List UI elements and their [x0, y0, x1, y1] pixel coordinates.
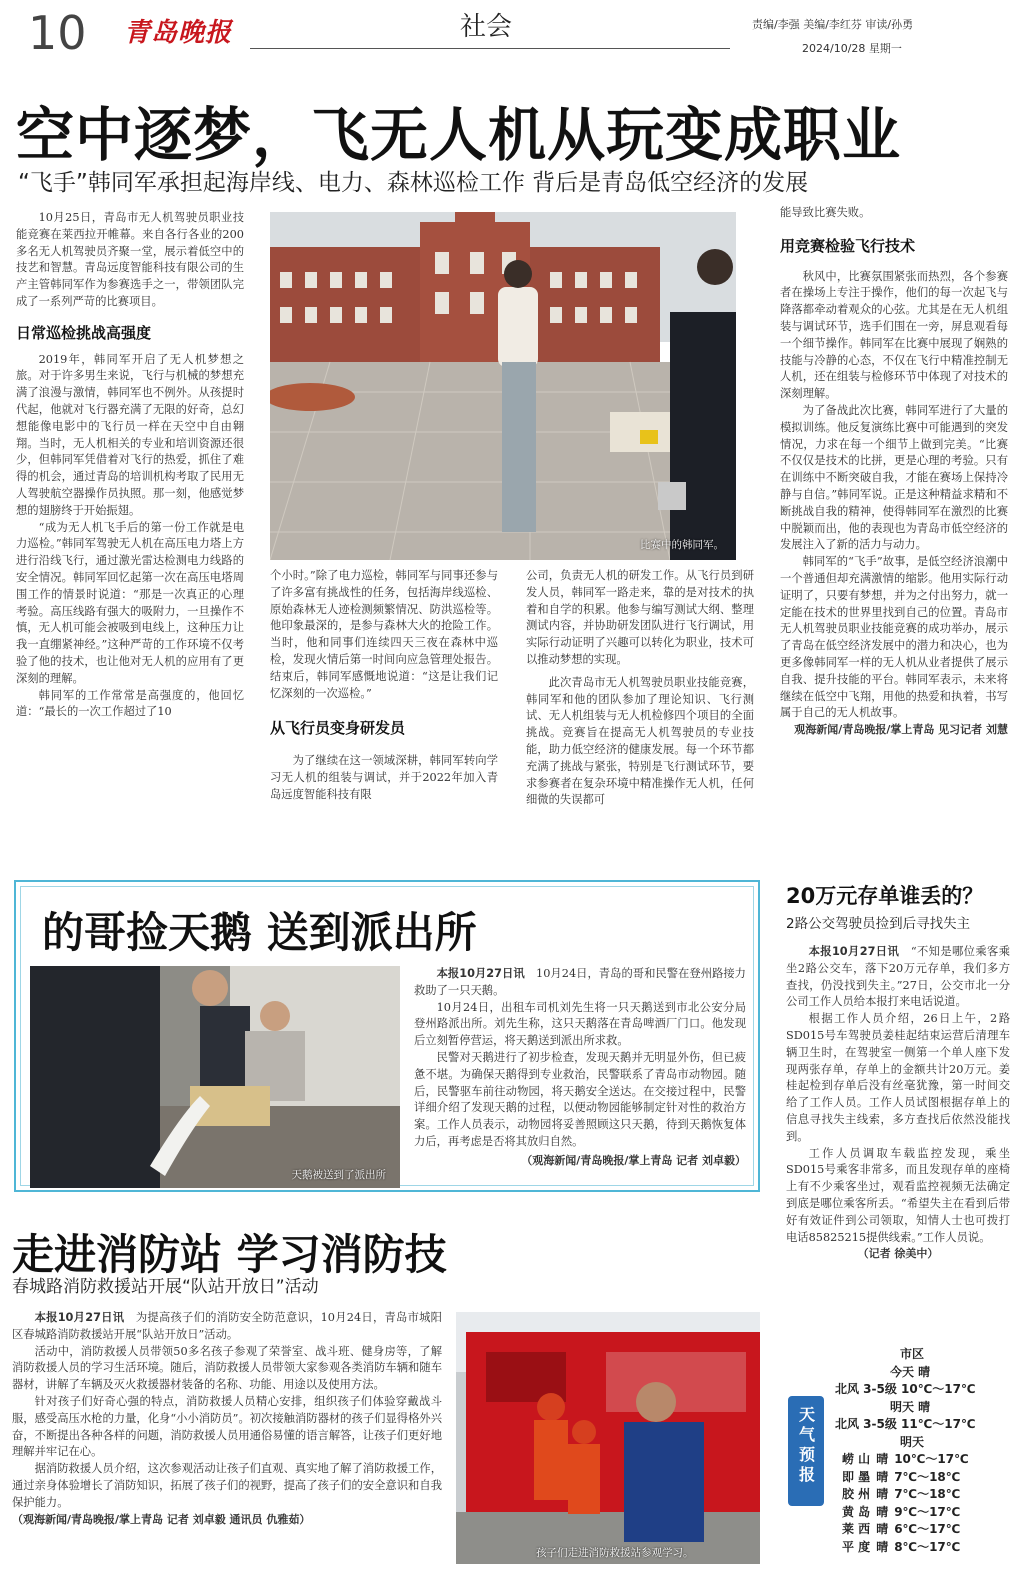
- paper-logo: 青岛晚报: [124, 18, 233, 48]
- lead-paragraph: 2019年，韩同军开启了无人机梦想之旅。对于许多男生来说，飞行与机械的梦想充满了浪漫与激情，韩同军也不例外。从孩提时代起，他就对飞行器充满了无限的好奇，总幻想能像电影中的飞行员一样在天空中自由翱翔。当时，无人机相关的专业和培训资源还很少，但韩同军凭借着对飞行的热爱，抓住了难得的机会，通过青岛的培训机构考取了民用无人驾驶航空器操作员执照。那一刻，他感觉梦想的翅膀终于开始振翅。: [16, 352, 244, 517]
- lead-paragraph: 为了备战此次比赛，韩同军进行了大量的模拟训练。他反复演练比赛中可能遇到的突发情况，力求在每一个细节上做到完美。“比赛不仅仅是技术的比拼，更是心理的考验。只有在训练中不断突破自我，才能在赛场上保持冷静与自信。”韩同军说。正是这种精益求精和不断挑战自我的精神，使得韩同军在激烈的比赛中脱颖而出，他的表现也为青岛市低空经济的发展注入了新的活力与动力。: [780, 403, 1008, 552]
- swan-headline: 的哥捡天鹅 送到派出所: [42, 908, 477, 957]
- lead-paragraph: 此次青岛市无人机驾驶员职业技能竞赛，韩同军和他的团队参加了理论知识、飞行测试、无人机组装与无人机检修四个项目的全面挑战。竞赛旨在提高无人机驾驶员的专业技能，助力低空经济的健康发展。每一个环节都充满了挑战与紧张，特别是飞行测试环节，要求参赛者在复杂环境中精准操作无人机，任何细微的失误都可: [526, 675, 754, 807]
- weather-district-temp: 6℃～17℃: [894, 1522, 961, 1536]
- fire-photo-caption: 孩子们走进消防救援站参观学习。: [536, 1547, 694, 1559]
- lead-paragraph: 韩同军的“飞手”故事，是低空经济浪潮中一个普通但却充满激情的缩影。他用实际行动证明了，只要有梦想，并为之付出努力，就一定能在技术的世界里找到自己的位置。青岛市无人机驾驶员职业技能竞赛的成功举办，展示了青岛在低空经济发展中的潜力和决心，也为更多像韩同军一样的无人机从业者提供了展示自我、提升技能的平台。韩同军表示，未来将继续在低空中飞翔，用他的热爱和执着，书写属于自己的无人机故事。: [780, 555, 1008, 720]
- weather-tomorrow-label: 明天 晴: [890, 1399, 931, 1414]
- weather-district-condition: 晴: [876, 1539, 889, 1554]
- weather-district-row: [830, 1451, 1010, 1469]
- lead-headline: 空中逐梦，飞无人机从玩变成职业: [16, 101, 902, 169]
- weather-district-name: 黄 岛: [842, 1504, 871, 1519]
- weather-district-temp: 8℃～17℃: [894, 1539, 961, 1554]
- deposit-deck: 2路公交驾驶员捡到后寻找失主: [786, 916, 971, 932]
- weather-district-condition: 晴: [876, 1452, 889, 1466]
- fire-dateline: 本报10月27日讯: [34, 1311, 125, 1324]
- weather-today-detail: 北风 3-5级 10℃～17℃: [835, 1382, 976, 1396]
- lead-column-3: [526, 568, 754, 809]
- weather-label-box: [788, 1396, 824, 1506]
- weather-districts-label: 明天: [900, 1434, 925, 1449]
- lead-paragraph: 能导致比赛失败。: [780, 206, 871, 219]
- weather-district-temp: 7℃～18℃: [894, 1469, 961, 1484]
- lead-paragraph: 个小时。”除了电力巡检，韩同军与同事还参与了许多富有挑战性的任务，包括海岸线巡检、原始森林无人迹检测频繁情况、防洪巡检等。他印象最深的，是参与森林大火的抢险工作。当时，他和同事们连续四天三夜在森林中巡检，发现火情后第一时间向应急管理处报告。结束后，韩同军感慨地说道：“这是让我们记忆深刻的一次巡检。”: [270, 569, 498, 700]
- fire-headline: 走进消防站 学习消防技: [12, 1230, 447, 1279]
- swan-rescue-photo-image: [30, 966, 400, 1188]
- lead-paragraph: 秋风中，比赛氛围紧张而热烈，各个参赛者在操场上专注于操作，他们的每一次起飞与降落都牵动着观众的心弦。尤其是在无人机组装与调试环节，选手们围在一旁，屏息观看每一个细节操作。韩同军在比赛中展现了娴熟的技能与冷静的心态，不仅在飞行中精准控制无人机，还在组装与检修环节中体现了对技术的深刻理解。: [780, 269, 1008, 401]
- weather-district-name: 胶 州: [842, 1487, 871, 1501]
- weather-district-row: [830, 1521, 1010, 1539]
- deposit-paragraph: [786, 944, 1010, 1011]
- weather-label: 天气预报: [796, 1406, 816, 1486]
- weather-district-temp: 7℃～18℃: [894, 1487, 961, 1501]
- weather-city: 市区: [900, 1347, 925, 1361]
- drone-competition-photo-image: [270, 212, 736, 560]
- weather-district-name: 平 度: [842, 1539, 871, 1554]
- weather-district-condition: 晴: [876, 1487, 889, 1501]
- weather-district-row: [830, 1539, 1010, 1557]
- deposit-headline: 20万元存单谁丢的？: [786, 884, 984, 908]
- swan-paragraph: 民警对天鹅进行了初步检查，发现天鹅并无明显外伤，但已疲惫不堪。为确保天鹅得到专业救治，民警联系了青岛市动物园。随后，民警驱车前往动物园，将天鹅安全送达。在交接过程中，民警详细介绍了发现天鹅的过程，以便动物园能够制定针对性的救治方案。工作人员表示，动物园将妥善照顾这只天鹅，待到天鹅恢复体力后，再考虑是否将其放归自然。: [414, 1050, 746, 1148]
- weather-district-row: [830, 1469, 1010, 1487]
- subhead-pilot-to-developer: 从飞行员变身研发员: [270, 719, 406, 738]
- swan-article-body: [414, 966, 746, 1170]
- fire-article-body: [12, 1310, 442, 1528]
- swan-paragraph: 10月24日，出租车司机刘先生将一只天鹅送到市北公安分局登州路派出所。刘先生称，这只天鹅落在青岛啤酒厂门口。他发现后立刻暂停营运，将天鹅送到派出所求救。: [414, 1000, 746, 1048]
- swan-dateline: 本报10月27日讯: [436, 967, 525, 980]
- subhead-daily-inspection: 日常巡检挑战高强度: [16, 323, 152, 342]
- weather-district-list: [830, 1451, 1010, 1556]
- lead-byline: 观海新闻/青岛晚报/掌上青岛 见习记者 刘慧: [794, 723, 1008, 737]
- fire-photo: [456, 1312, 760, 1564]
- fire-paragraph: 据消防救援人员介绍，这次参观活动让孩子们直观、真实地了解了消防救援工作，通过亲身体验增长了消防知识，拓展了孩子们的视野，提高了孩子们的安全意识和自我保护能力。: [12, 1462, 442, 1509]
- weather-district-condition: 晴: [876, 1504, 889, 1519]
- swan-paragraph: [414, 966, 746, 1000]
- fire-station-photo-image: [456, 1312, 760, 1564]
- lead-deck: “飞手”韩同军承担起海岸线、电力、森林巡检工作 背后是青岛低空经济的发展: [18, 170, 809, 196]
- fire-deck: 春城路消防救援站开展“队站开放日”活动: [12, 1277, 319, 1297]
- weather-district-name: 即 墨: [842, 1469, 871, 1484]
- weather-district-name: 莱 西: [842, 1522, 871, 1536]
- lead-paragraph: “成为无人机飞手后的第一份工作就是电力巡检。”韩同军驾驶无人机在高压电力塔上方进行沿线飞行，通过激光雷达检测电力线路的安全情况。韩同军回忆起第一次在高压电塔周围工作的情景时说道：“那是一次真正的心理考验。高压线路有强大的吸附力，一旦操作不慎，无人机可能会被吸到电线上，这种压力让我一直绷紧神经。”这种严苛的工作环境不仅考验了他的技术，也让他对无人机的应用有了更深刻的理解。: [16, 520, 244, 685]
- deposit-byline: （记者 徐美中）: [857, 1247, 939, 1261]
- masthead-rule: [250, 48, 730, 49]
- lead-paragraph: 韩同军的工作常常是高强度的，他回忆道：“最长的一次工作超过了10: [16, 688, 244, 719]
- weather-today-label: 今天 晴: [890, 1364, 931, 1379]
- swan-lead-text: 10月24日，青岛的哥和民警在登州路接力救助了一只天鹅。: [414, 967, 746, 997]
- lead-column-1: [16, 210, 244, 721]
- fire-byline: （观海新闻/青岛晚报/掌上青岛 记者 刘卓毅 通讯员 仇雅茹）: [12, 1512, 311, 1526]
- swan-byline: （观海新闻/青岛晚报/掌上青岛 记者 刘卓毅）: [521, 1153, 746, 1167]
- issue-date: 2024/10/28 星期一: [802, 42, 902, 55]
- fire-paragraph: 活动中，消防救援人员带领50多名孩子参观了荣誉室、战斗班、健身房等，了解消防救援人员的学习生活环境。随后，消防救援人员带领大家参观各类消防车辆和随车器材，讲解了车辆及灭火救援器材装备的名称、功能、用途以及使用方法。: [12, 1344, 442, 1392]
- deposit-paragraph: 根据工作人员介绍，26日上午，2路SD015号车驾驶员姜桂起结束运营后清理车辆卫生时，在驾驶室一侧第一个单人座下发现两张存单，存单上的金额共计20万元。姜桂起检到存单后没有丝毫犹豫，第一时间交给了工作人员。工作人员试图根据存单上的信息寻找失主线索，多方查找后依然没能找到。: [786, 1012, 1010, 1143]
- subhead-competition: 用竞赛检验飞行技术: [780, 236, 916, 255]
- weather-district-row: [830, 1486, 1010, 1504]
- swan-photo: [30, 966, 400, 1188]
- section-name: 社会: [460, 12, 513, 42]
- fire-lead-text: 为提高孩子们的消防安全防范意识，10月24日，青岛市城阳区春城路消防救援站开展“队站开放日”活动。: [12, 1311, 442, 1341]
- lead-photo: [270, 212, 736, 560]
- weather-district-condition: 晴: [876, 1469, 889, 1484]
- swan-photo-caption: 天鹅被送到了派出所: [291, 1169, 386, 1181]
- weather-district-temp: 9℃～17℃: [894, 1504, 961, 1519]
- weather-tomorrow-detail: 北风 3-5级 11℃～17℃: [835, 1417, 976, 1431]
- lead-intro-paragraph: 10月25日，青岛市无人机驾驶员职业技能竞赛在莱西拉开帷幕。来自各行各业的200多名无人机驾驶员齐聚一堂，展示着低空中的技艺和智慧。青岛远度智能科技有限公司的生产主管韩同军作为参赛选手之一，带领团队完成了一系列严苛的比赛项目。: [16, 211, 244, 308]
- weather-forecast: [830, 1346, 1010, 1556]
- fire-paragraph: [12, 1310, 442, 1344]
- fire-paragraph: 针对孩子们好奇心强的特点，消防救援人员精心安排，组织孩子们体验穿戴战斗服，感受高压水枪的力量，化身“小小消防员”。初次接触消防器材的孩子们显得格外兴奋，不断提出各种各样的问题，消防救援人员用通俗易懂的语言解答，让孩子们更好地理解并牢记在心。: [12, 1394, 442, 1459]
- lead-column-2: [270, 568, 498, 804]
- deposit-lead-text: “不知是哪位乘客乘坐2路公交车，落下20万元存单，我们多方查找，仍没找到失主。”27日，公交市北一分公司工作人员给本报打来电话说道。: [786, 945, 1010, 1009]
- deposit-paragraph: 工作人员调取车载监控发现，乘坐SD015号乘客非常多，而且发现存单的座椅上有不少乘客坐过，观看监控视频无法确定到底是哪位乘客所丢。“希望失主在看到后带好有效证件到公司领取，知情人士也可拨打电话85825215提供线索。”工作人员说。: [786, 1146, 1010, 1244]
- page-number: 10: [28, 6, 87, 60]
- deposit-article-body: [786, 944, 1010, 1263]
- weather-district-row: [830, 1504, 1010, 1522]
- lead-paragraph: 为了继续在这一领域深耕，韩同军转向学习无人机的组装与调试，并于2022年加入青岛远度智能科技有限: [270, 754, 498, 801]
- lead-photo-caption: 比赛中的韩同军。: [640, 539, 724, 551]
- lead-column-4: [780, 205, 1008, 739]
- weather-district-temp: 10℃～17℃: [894, 1452, 969, 1466]
- deposit-dateline: 本报10月27日讯: [808, 945, 900, 958]
- lead-paragraph: 公司，负责无人机的研发工作。从飞行员到研发人员，韩同军一路走来，靠的是对技术的执着和自学的积累。他参与编写测试大纲、整理测试内容，并协助研发团队进行飞行调试，用实际行动证明了兴趣可以转化为职业，技术可以推动梦想的实现。: [526, 569, 754, 666]
- weather-district-name: 崂 山: [842, 1452, 871, 1466]
- weather-district-condition: 晴: [876, 1522, 889, 1536]
- editors-credit: 责编/李强 美编/李红芬 审读/孙勇: [752, 18, 914, 31]
